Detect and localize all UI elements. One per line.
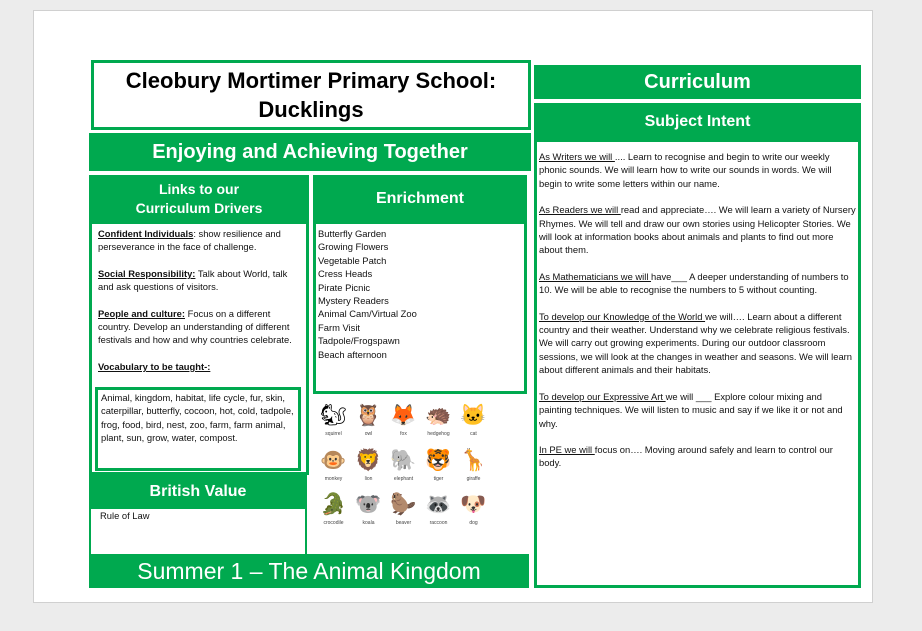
driver-confident-individuals [98, 227, 302, 254]
intent-writers [539, 150, 856, 190]
driver-label: Social Responsibility: [98, 267, 196, 279]
intent-label: As Mathematicians we will [539, 270, 652, 282]
animal-label: elephant [393, 475, 414, 482]
vocabulary-box [95, 387, 301, 471]
vocab-heading: Vocabulary to be taught-: [98, 360, 211, 372]
document-page [33, 10, 873, 603]
driver-text: Focus on a different country. Develop an understanding of different festivals and how and why countries celebrate. [98, 307, 292, 346]
animal-label: crocodile [323, 520, 344, 527]
animal-tiger [421, 448, 456, 489]
animal-fox [386, 403, 421, 444]
animal-label: giraffe [466, 475, 481, 482]
animal-beaver [386, 492, 421, 533]
curriculum-heading [534, 65, 861, 99]
curriculum-heading-text: Curriculum [644, 70, 751, 93]
term-title-text: Summer 1 – The Animal Kingdom [137, 557, 481, 584]
animal-label: hedgehog [427, 431, 450, 437]
beaver-icon: 🦫 [390, 493, 417, 517]
subject-intent-heading-text: Subject Intent [644, 113, 751, 130]
squirrel-icon: 🐿 [320, 404, 347, 427]
british-value-text: Rule of Law [100, 510, 150, 521]
hedgehog-icon: 🦔 [425, 404, 452, 427]
links-heading [89, 175, 309, 223]
animal-crocodile [316, 492, 351, 533]
intent-text: focus on…. Moving around safely and learn to control our body. [539, 443, 833, 469]
animal-hedgehog [421, 403, 456, 444]
driver-social-responsibility [98, 267, 302, 294]
intent-label: As Readers we will [539, 204, 621, 216]
intent-knowledge-of-world [539, 310, 856, 377]
intent-label: As Writers we will [539, 151, 615, 162]
curriculum-drivers-list [98, 227, 302, 373]
animal-label: koala [362, 520, 375, 527]
animal-label: raccoon [429, 520, 448, 527]
intent-text: we will…. Learn about a different country and their weather. Understand why we celebrate religious festivals. We will carry out growing experiments. During our outdoor classroom sessions, we will look at the changes in weather and seasons. We will learn about different animals and their habitats. [539, 310, 853, 376]
intent-mathematicians [539, 270, 856, 297]
british-value-heading [89, 475, 307, 509]
enrichment-item: Vegetable Patch [318, 254, 387, 266]
intent-text: we will ___ Explore colour mixing and painting techniques. We will listen to music and say if we like it or not and why. [539, 390, 843, 429]
school-title-box [91, 60, 531, 130]
enrichment-item: Farm Visit [318, 321, 361, 333]
animal-dog [456, 492, 491, 533]
raccoon-icon: 🦝 [425, 493, 452, 517]
motto-text: Enjoying and Achieving Together [152, 140, 468, 163]
animal-label: fox [400, 431, 407, 437]
school-title-line2: Ducklings [258, 97, 364, 122]
animal-koala [351, 492, 386, 533]
driver-label: People and culture: [98, 307, 185, 319]
driver-text: Talk about World, talk and ask questions of visitors. [98, 267, 288, 293]
animal-label: cat [470, 431, 477, 437]
enrichment-heading-text: Enrichment [375, 190, 464, 207]
animal-cat [456, 403, 491, 444]
intent-text: have___ A deeper understanding of numbers to 10. We will be able to recognise the numbers to 5 without counting. [539, 270, 849, 296]
animal-monkey [316, 448, 351, 489]
animal-label: squirrel [325, 431, 342, 437]
intent-label: To develop our Knowledge of the World [539, 310, 706, 322]
animal-elephant [386, 448, 421, 489]
animal-lion [351, 448, 386, 489]
animal-owl [351, 403, 386, 444]
enrichment-box [313, 221, 527, 394]
animal-raccoon [421, 492, 456, 533]
links-heading-line2: Curriculum Drivers [135, 200, 263, 216]
intent-label: In PE we will [539, 443, 595, 455]
tiger-icon: 🐯 [425, 448, 452, 472]
giraffe-icon: 🦒 [460, 448, 487, 472]
british-value-heading-text: British Value [149, 483, 247, 500]
vocab-text: Animal, kingdom, habitat, life cycle, fur, skin, caterpillar, butterfly, cocoon, hot, cold, tadpole, frog, food, bird, nest, zoo, farm, farm animal, plant, sun, grow, water, compost. [101, 392, 294, 444]
british-value-box [89, 508, 307, 556]
term-title-banner [89, 554, 529, 588]
fox-icon: 🦊 [390, 404, 417, 427]
monkey-icon: 🐵 [320, 448, 347, 472]
animal-label: owl [364, 431, 373, 437]
intent-text: read and appreciate…. We will learn a variety of Nursery Rhymes. We will tell and draw our own stories using Helicopter Stories. We will look at information books about animals and plants to find out more about them. [539, 204, 856, 256]
enrichment-heading [313, 175, 527, 223]
enrichment-item: Mystery Readers [318, 295, 389, 307]
intent-pe [539, 443, 856, 470]
animal-squirrel [316, 403, 351, 444]
animal-label: monkey [324, 475, 343, 482]
enrichment-item: Tadpole/Frogspawn [318, 335, 400, 347]
animal-label: beaver [395, 520, 412, 527]
enrichment-item: Growing Flowers [318, 241, 389, 253]
intent-readers [539, 203, 856, 257]
animal-label: dog [469, 520, 478, 527]
animal-illustrations [316, 403, 526, 533]
enrichment-item: Beach afternoon [318, 348, 387, 360]
intent-expressive-art [539, 390, 856, 430]
subject-intent-heading [534, 103, 861, 141]
driver-people-and-culture [98, 307, 302, 347]
driver-label: Confident Individuals [98, 228, 194, 239]
driver-text: : show resilience and perseverance in the face of challenge. [98, 228, 281, 253]
motto-banner [89, 133, 531, 171]
subject-intent-list [539, 150, 856, 483]
enrichment-item: Animal Cam/Virtual Zoo [318, 308, 417, 320]
animal-giraffe [456, 448, 491, 489]
crocodile-icon: 🐊 [320, 493, 347, 517]
enrichment-item: Cress Heads [318, 268, 373, 280]
intent-text: .... Learn to recognise and begin to write our weekly phonic sounds. We will learn how to write our sounds in words. We will begin to write some letters within our name. [539, 151, 832, 189]
lion-icon: 🦁 [355, 448, 382, 472]
enrichment-item: Butterfly Garden [318, 228, 387, 239]
dog-icon: 🐶 [460, 493, 487, 517]
links-heading-line1: Links to our [158, 181, 240, 197]
elephant-icon: 🐘 [390, 448, 417, 472]
koala-icon: 🐨 [355, 493, 382, 517]
school-title-line1: Cleobury Mortimer Primary School: [125, 68, 497, 93]
owl-icon: 🦉 [355, 404, 382, 427]
intent-label: To develop our Expressive Art [539, 390, 666, 402]
animal-label: tiger [433, 475, 444, 482]
animal-label: lion [364, 475, 373, 482]
cat-icon: 🐱 [460, 404, 487, 427]
enrichment-item: Pirate Picnic [318, 281, 371, 293]
